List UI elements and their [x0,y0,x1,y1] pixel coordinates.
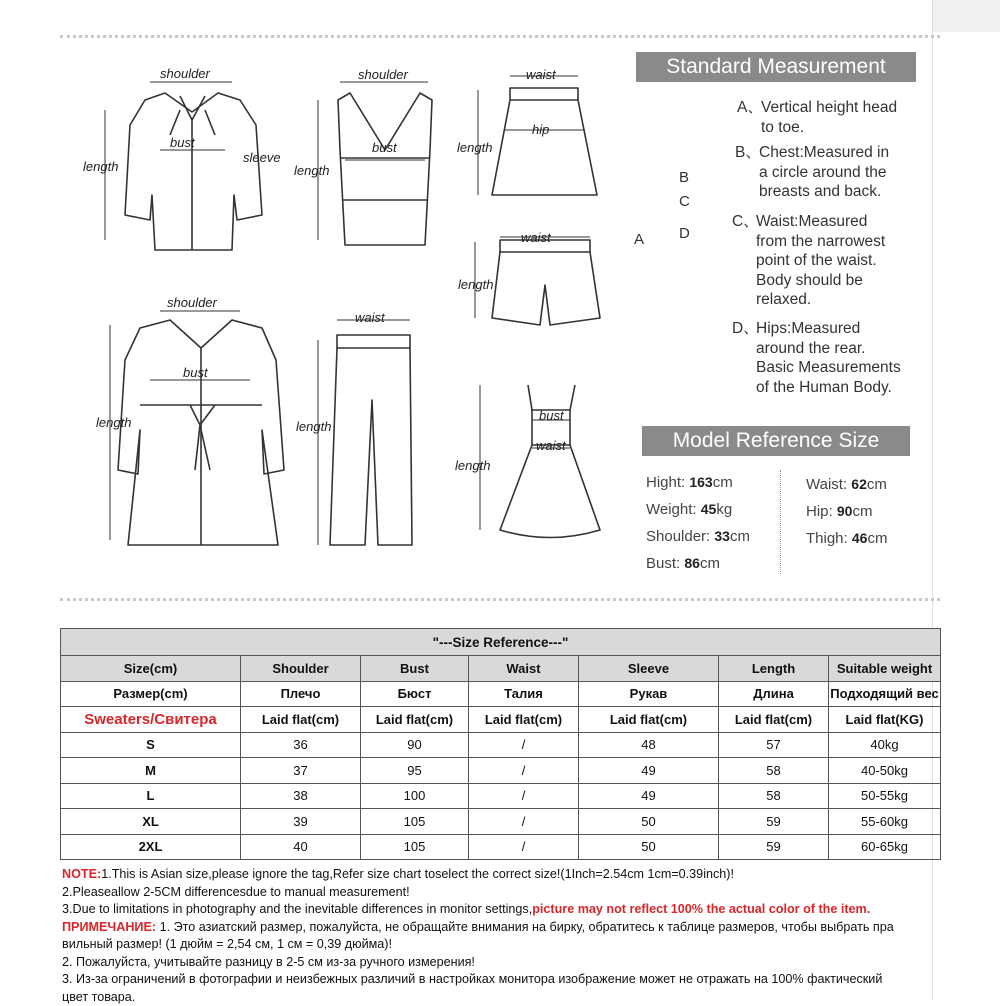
header-ru-bust: Бюст [361,681,469,707]
label-shorts-length: length [458,277,493,292]
table-cell: 40 [241,834,361,860]
definition-d-line4: of the Human Body. [756,378,901,398]
model-bust-value: 86 [684,555,700,571]
model-hight-unit: cm [713,474,733,491]
header-sleeve: Sleeve [579,656,719,682]
model-thigh-value: 46 [852,530,868,546]
model-hight-label: Hight: [646,474,685,491]
model-reference-header: Model Reference Size [642,426,910,456]
table-header-row-ru [61,681,941,707]
table-cell: 39 [241,809,361,835]
definition-b-key: B、 [735,143,761,163]
definition-d-line1: Hips:Measured [756,319,901,339]
model-weight-label: Weight: [646,501,697,518]
label-tank-shoulder: shoulder [358,67,409,82]
header-size: Size(cm) [61,656,241,682]
note-ru-1b: вильный размер! (1 дюйм = 2,54 см, 1 см = 0,39 дюйма)! [62,936,942,954]
label-skirt-length: length [457,140,492,155]
model-waist [806,476,887,493]
table-cell: M [61,758,241,784]
table-cell: 48 [579,732,719,758]
label-tank-length: length [294,163,329,178]
definition-c-key: C、 [732,212,759,232]
category-label: Sweaters/Свитера [61,707,241,733]
model-shoulder [646,528,750,545]
table-row [61,732,941,758]
model-thigh-label: Thigh: [806,530,848,547]
table-cell: / [469,809,579,835]
model-hip-label: Hip: [806,503,833,520]
table-cell: 105 [361,834,469,860]
definition-c-line2: from the narrowest [756,232,885,252]
table-header-row [61,656,941,682]
header-ru-length: Длина [719,681,829,707]
label-dress-length: length [455,458,490,473]
model-weight-value: 45 [701,501,717,517]
category-cell: Laid flat(cm) [719,707,829,733]
table-cell: 60-65kg [829,834,941,860]
table-title-row [61,629,941,656]
model-weight [646,501,732,518]
table-cell: / [469,834,579,860]
table-cell: 57 [719,732,829,758]
model-divider [780,470,781,574]
letter-a: A [634,231,644,248]
note-ru-1a: 1. Это азиатский размер, пожалуйста, не обращайте внимания на бирку, обратитесь к таблице размеров, чтобы выбрать пра [156,920,894,934]
definition-a-line2: to toe. [761,118,897,138]
coat-drawing [118,320,284,545]
table-cell: 90 [361,732,469,758]
notes-section [62,866,942,1006]
definition-d-line3: Basic Measurements [756,358,901,378]
table-cell: 95 [361,758,469,784]
definition-d-line2: around the rear. [756,339,901,359]
skirt-drawing [492,88,597,195]
label-blouse-sleeve: sleeve [243,150,281,165]
table-cell: 36 [241,732,361,758]
model-weight-unit: kg [716,501,732,518]
blouse-drawing [125,93,262,250]
table-cell: 59 [719,809,829,835]
note-3-text: 3.Due to limitations in photography and the inevitable differences in monitor settings, [62,902,532,916]
mannequin-letters [630,160,710,250]
definition-b-line1: Chest:Measured in [759,143,889,163]
table-cell: 100 [361,783,469,809]
definition-d [756,319,901,397]
definition-b-line2: a circle around the [759,163,889,183]
table-cell: 49 [579,758,719,784]
model-hip-value: 90 [837,503,853,519]
definition-a-line1: Vertical height head [761,98,897,118]
header-ru-sleeve: Рукав [579,681,719,707]
label-blouse-bust: bust [170,135,196,150]
model-hight-value: 163 [689,474,712,490]
note-ru-2: 2. Пожалуйста, учитывайте разницу в 2-5 см из-за ручного измерения! [62,954,942,972]
label-dress-bust: bust [539,408,565,423]
model-hip-unit: cm [852,503,872,520]
model-thigh [806,530,887,547]
table-cell: 38 [241,783,361,809]
label-dress-waist: waist [536,438,567,453]
category-cell: Laid flat(cm) [579,707,719,733]
category-cell: Laid flat(KG) [829,707,941,733]
table-cell: 2XL [61,834,241,860]
table-cell: / [469,732,579,758]
label-blouse-length: length [83,159,118,174]
definition-c-line3: point of the waist. [756,251,885,271]
definition-b [759,143,889,202]
header-shoulder: Shoulder [241,656,361,682]
definition-a [761,98,897,137]
definition-c-line4: Body should be [756,271,885,291]
note-2: 2.Pleaseallow 2-5CM differencesdue to manual measurement! [62,884,942,902]
table-cell: 40-50kg [829,758,941,784]
definition-c-line5: relaxed. [756,290,885,310]
letter-d: D [679,225,690,242]
definition-c [756,212,885,310]
category-cell: Laid flat(cm) [241,707,361,733]
top-bar-right [932,0,1000,32]
table-cell: 105 [361,809,469,835]
header-weight: Suitable weight [829,656,941,682]
table-row [61,783,941,809]
label-shorts-waist: waist [521,230,552,245]
table-row [61,834,941,860]
shorts-drawing [492,240,600,325]
note-3-red: picture may not reflect 100% the actual color of the item. [532,902,870,916]
model-shoulder-value: 33 [714,528,730,544]
label-skirt-waist: waist [526,67,557,82]
size-reference-table [60,628,941,860]
note-ru-3a: 3. Из-за ограничений в фотографии и неизбежных различий в настройках монитора изображение может не отражать на 100% фактический [62,971,942,989]
divider-middle [60,598,940,601]
note-3 [62,901,942,919]
model-waist-value: 62 [851,476,867,492]
standard-measurement-header: Standard Measurement [636,52,916,82]
note-ru-label: ПРИМЕЧАНИЕ: [62,920,156,934]
table-cell: 50 [579,834,719,860]
header-ru-waist: Талия [469,681,579,707]
note-ru-3b: цвет товара. [62,989,942,1006]
model-bust-unit: cm [700,555,720,572]
category-cell: Laid flat(cm) [469,707,579,733]
label-pants-length: length [296,419,331,434]
table-cell: L [61,783,241,809]
table-cell: 50 [579,809,719,835]
label-coat-bust: bust [183,365,209,380]
definition-a-key: A、 [737,98,763,118]
note-label: NOTE: [62,867,101,881]
tank-drawing [338,93,432,245]
note-1-text: 1.This is Asian size,please ignore the tag,Refer size chart toselect the correct size!(1Inch=2.54cm 1cm=0.39inch)! [101,867,734,881]
table-cell: S [61,732,241,758]
label-tank-bust: bust [372,140,398,155]
table-cell: 37 [241,758,361,784]
letter-b: B [679,169,689,186]
model-waist-unit: cm [867,476,887,493]
pants-drawing [330,335,412,545]
definition-b-line3: breasts and back. [759,182,889,202]
table-title: "---Size Reference---" [61,629,941,656]
model-bust [646,555,720,572]
model-shoulder-label: Shoulder: [646,528,710,545]
definition-d-key: D、 [732,319,759,339]
header-ru-shoulder: Плечо [241,681,361,707]
table-cell: 49 [579,783,719,809]
table-cell: 58 [719,758,829,784]
table-cell: 50-55kg [829,783,941,809]
table-cell: / [469,758,579,784]
table-cell: XL [61,809,241,835]
divider-top [60,35,940,38]
letter-c: C [679,193,690,210]
table-cell: 58 [719,783,829,809]
table-cell: / [469,783,579,809]
definition-c-line1: Waist:Measured [756,212,885,232]
model-shoulder-unit: cm [730,528,750,545]
label-coat-length: length [96,415,131,430]
label-pants-waist: waist [355,310,386,325]
model-waist-label: Waist: [806,476,847,493]
note-ru-1 [62,919,942,937]
label-coat-shoulder: shoulder [167,295,218,310]
header-ru-weight: Подходящий вес [829,681,941,707]
table-cell: 59 [719,834,829,860]
category-cell: Laid flat(cm) [361,707,469,733]
header-ru-size: Размер(cm) [61,681,241,707]
header-bust: Bust [361,656,469,682]
label-skirt-hip: hip [532,122,549,137]
note-1 [62,866,942,884]
header-length: Length [719,656,829,682]
label-blouse-shoulder: shoulder [160,66,211,81]
model-hip [806,503,872,520]
model-bust-label: Bust: [646,555,680,572]
header-waist: Waist [469,656,579,682]
garment-illustrations [60,40,640,560]
top-bar [0,0,1000,32]
model-hight [646,474,733,491]
table-category-row [61,707,941,733]
table-cell: 55-60kg [829,809,941,835]
table-row [61,809,941,835]
table-row [61,758,941,784]
model-thigh-unit: cm [867,530,887,547]
table-cell: 40kg [829,732,941,758]
